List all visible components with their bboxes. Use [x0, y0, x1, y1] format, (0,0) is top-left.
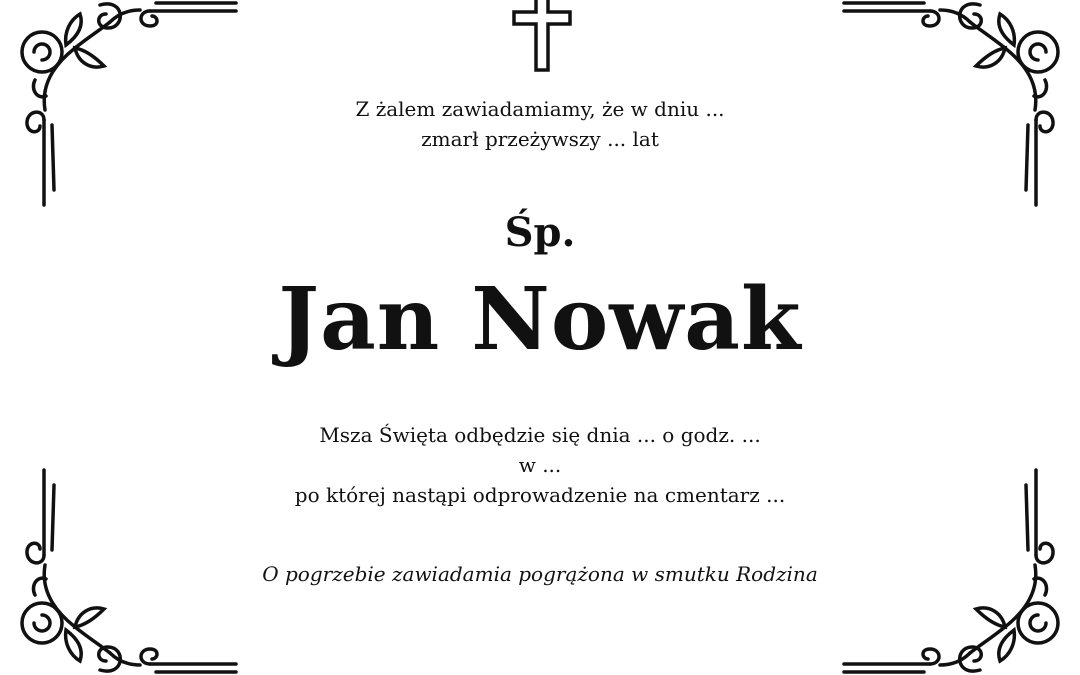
mass-info-line-2: w ...	[518, 453, 562, 477]
deceased-prefix: Śp.	[504, 209, 576, 256]
announcement-line-1: Z żalem zawiadamiamy, że w dniu ...	[355, 97, 725, 121]
announcement-line-2: zmarł przeżywszy ... lat	[421, 127, 659, 151]
cross-icon	[511, 0, 573, 74]
closing-note: O pogrzebie zawiadamia pogrążona w smutku Rodzina	[262, 562, 818, 586]
mass-info-line-1: Msza Święta odbędzie się dnia ... o godz. ...	[319, 423, 761, 447]
deceased-name: Jan Nowak	[278, 269, 802, 370]
mass-info-line-3: po której nastąpi odprowadzenie na cmentarz ...	[294, 483, 786, 507]
